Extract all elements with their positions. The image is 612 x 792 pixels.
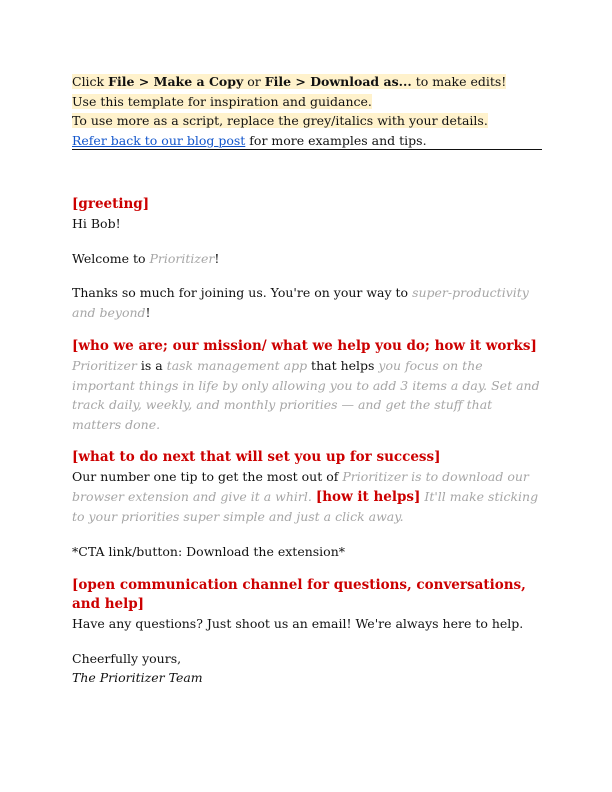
greeting-heading: [greeting] [72, 196, 150, 212]
instructions-box [72, 72, 542, 150]
thanks-grey: super-productivity and beyond [72, 285, 529, 320]
welcome-product: Prioritizer [149, 250, 215, 266]
next-heading: [what to do next that will set you up for success] [72, 449, 441, 465]
email-body [72, 195, 542, 688]
cta-placeholder: *CTA link/button: Download the extension* [72, 543, 346, 559]
greeting-hi: Hi Bob! [72, 216, 121, 231]
mission-heading: [who we are; our mission/ what we help you do; how it works] [72, 338, 537, 354]
instruction-line-4 [72, 131, 542, 151]
mission-app-type: task management app [166, 358, 308, 373]
how-it-helps-heading: [how it helps] [315, 488, 421, 505]
horizontal-rule [72, 149, 542, 150]
blog-post-link[interactable]: Refer back to our blog post [72, 132, 246, 148]
next-tip-grey: Prioritizer is to download our browser extension and give it a whirl. [72, 469, 529, 504]
menu-download-as: File > Download as... [264, 74, 412, 89]
instruction-line-2: Use this template for inspiration and guidance. [72, 93, 372, 109]
thanks-line: Thanks so much for joining us. You're on your way to super-productivity and beyond! [72, 285, 529, 320]
blog-post-suffix: for more examples and tips. [245, 132, 427, 148]
contact-heading: [open communication channel for questions, conversations, and help] [72, 577, 526, 612]
contact-text: Have any questions? Just shoot us an email! We're always here to help. [72, 616, 524, 631]
how-it-helps-grey: It'll make sticking to your priorities super simple and just a click away. [72, 488, 539, 524]
instruction-suffix: to make edits! [411, 74, 507, 89]
mission-product: Prioritizer [72, 358, 137, 373]
mission-description: you focus on the important things in life by only allowing you to add 3 items a day. Set and track daily, weekly, and monthly priorities — and get the stuff that matters done. [72, 358, 540, 432]
instruction-line-3: To use more as a script, replace the grey/italics with your details. [72, 113, 488, 128]
welcome-line: Welcome to Prioritizer! [72, 250, 220, 266]
signature: The Prioritizer Team [72, 670, 203, 685]
next-paragraph: Our number one tip to get the most out of Prioritizer is to download our browser extension and give it a whirl. [how it helps] It'll make sticking to your priorities super simple and just a click away. [72, 469, 539, 524]
signoff: Cheerfully yours, [72, 650, 182, 666]
instruction-line-1 [72, 72, 542, 92]
menu-make-copy: File > Make a Copy [108, 74, 244, 89]
instruction-prefix: Click [72, 74, 109, 89]
instruction-or: or [243, 74, 265, 89]
mission-paragraph: Prioritizer is a task management app that helps you focus on the important things in life by only allowing you to add 3 items a day. Set and track daily, weekly, and monthly priorities — and get the stuff that matters done. [72, 358, 540, 432]
